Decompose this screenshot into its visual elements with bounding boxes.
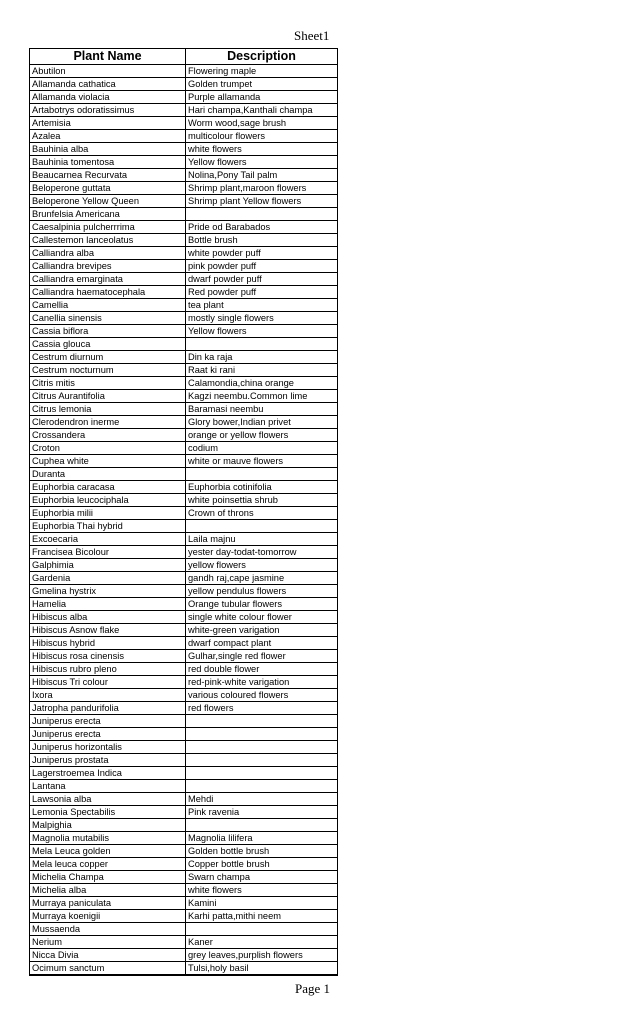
plant-name-cell: Beaucarnea Recurvata [30,169,186,182]
description-cell: white flowers [186,143,338,156]
description-cell: multicolour flowers [186,130,338,143]
table-row [30,754,338,767]
header-plant-name: Plant Name [30,49,186,65]
table-row [30,741,338,754]
description-cell: Pink ravenia [186,806,338,819]
table-row [30,507,338,520]
description-cell: Golden trumpet [186,78,338,91]
plant-name-cell: Hibiscus hybrid [30,637,186,650]
description-cell [186,754,338,767]
table-row [30,806,338,819]
table-row [30,299,338,312]
table-row [30,221,338,234]
table-row [30,598,338,611]
plant-name-cell: Hamelia [30,598,186,611]
plant-name-cell: Magnolia mutabilis [30,832,186,845]
table-row [30,351,338,364]
table-row [30,338,338,351]
plant-name-cell: Clerodendron inerme [30,416,186,429]
table-row [30,208,338,221]
table-row [30,377,338,390]
table-row [30,780,338,793]
table-row [30,689,338,702]
description-cell [186,208,338,221]
plant-name-cell: Juniperus horizontalis [30,741,186,754]
description-cell: gandh raj,cape jasmine [186,572,338,585]
table-row [30,533,338,546]
description-cell: Magnolia lilifera [186,832,338,845]
table-row [30,962,338,976]
description-cell: Karhi patta,mithi neem [186,910,338,923]
description-cell: Gulhar,single red flower [186,650,338,663]
table-row [30,949,338,962]
plant-name-cell: Euphorbia milii [30,507,186,520]
table-row [30,481,338,494]
description-cell: Red powder puff [186,286,338,299]
table-row [30,546,338,559]
table-row [30,182,338,195]
plant-name-cell: Galphimia [30,559,186,572]
description-cell [186,767,338,780]
description-cell: Bottle brush [186,234,338,247]
table-row [30,858,338,871]
plant-name-cell: Beloperone Yellow Queen [30,195,186,208]
description-cell: Purple allamanda [186,91,338,104]
table-row [30,312,338,325]
sheet-title: Sheet1 [294,28,330,43]
description-cell: Orange tubular flowers [186,598,338,611]
plant-name-cell: Nicca Divia [30,949,186,962]
table-row [30,429,338,442]
description-cell: Mehdi [186,793,338,806]
description-cell: codium [186,442,338,455]
plant-name-cell: Duranta [30,468,186,481]
plant-name-cell: Allamanda cathatica [30,78,186,91]
plant-name-cell: Lantana [30,780,186,793]
table-row [30,416,338,429]
description-cell: Worm wood,sage brush [186,117,338,130]
description-cell: Din ka raja [186,351,338,364]
description-cell: Kagzi neembu.Common lime [186,390,338,403]
plant-name-cell: Gmelina hystrix [30,585,186,598]
table-row [30,650,338,663]
description-cell: Yellow flowers [186,156,338,169]
description-cell: Tulsi,holy basil [186,962,338,976]
table-row [30,884,338,897]
plant-name-cell: Euphorbia caracasa [30,481,186,494]
table-row [30,936,338,949]
description-cell [186,338,338,351]
table-row [30,247,338,260]
plant-name-cell: Citrus lemonia [30,403,186,416]
description-cell [186,780,338,793]
table-row [30,143,338,156]
table-row [30,65,338,78]
plant-name-cell: Hibiscus Tri colour [30,676,186,689]
table-row [30,520,338,533]
description-cell: Pride od Barabados [186,221,338,234]
table-row [30,624,338,637]
plant-name-cell: Jatropha pandurifolia [30,702,186,715]
description-cell: yester day-todat-tomorrow [186,546,338,559]
description-cell: white poinsettia shrub [186,494,338,507]
table-row [30,702,338,715]
table-row [30,390,338,403]
table-row [30,455,338,468]
table-row [30,364,338,377]
description-cell: Golden bottle brush [186,845,338,858]
table-row [30,637,338,650]
description-cell: white-green varigation [186,624,338,637]
description-cell: Calamondia,china orange [186,377,338,390]
table-row [30,728,338,741]
description-cell: Yellow flowers [186,325,338,338]
plant-name-cell: Hibiscus rosa cinensis [30,650,186,663]
description-cell [186,741,338,754]
table-header-row [30,49,338,65]
plant-name-cell: Bauhinia alba [30,143,186,156]
header-description: Description [186,49,338,65]
description-cell: white flowers [186,884,338,897]
description-cell: grey leaves,purplish flowers [186,949,338,962]
table-row [30,260,338,273]
description-cell [186,819,338,832]
description-cell: Shrimp plant Yellow flowers [186,195,338,208]
table-row [30,559,338,572]
plant-name-cell: Euphorbia leucociphala [30,494,186,507]
description-cell: Shrimp plant,maroon flowers [186,182,338,195]
plant-name-cell: Allamanda violacia [30,91,186,104]
plant-name-cell: Mela Leuca golden [30,845,186,858]
table-row [30,663,338,676]
description-cell: yellow pendulus flowers [186,585,338,598]
table-row [30,234,338,247]
plant-name-cell: Citrus Aurantifolia [30,390,186,403]
table-row [30,715,338,728]
table-row [30,195,338,208]
plant-name-cell: Bauhinia tomentosa [30,156,186,169]
table-row [30,793,338,806]
plant-name-cell: Michelia Champa [30,871,186,884]
table-row [30,845,338,858]
plant-name-cell: Hibiscus alba [30,611,186,624]
plant-name-cell: Cassia glouca [30,338,186,351]
table-row [30,676,338,689]
description-cell: yellow flowers [186,559,338,572]
plant-name-cell: Artemisia [30,117,186,130]
plant-name-cell: Crossandera [30,429,186,442]
plant-name-cell: Ocimum sanctum [30,962,186,976]
plant-name-cell: Murraya paniculata [30,897,186,910]
table-row [30,117,338,130]
description-cell: pink powder puff [186,260,338,273]
table-row [30,871,338,884]
description-cell: white or mauve flowers [186,455,338,468]
description-cell: dwarf powder puff [186,273,338,286]
plant-name-cell: Calliandra brevipes [30,260,186,273]
description-cell: Kamini [186,897,338,910]
plant-table [29,48,338,976]
plant-name-cell: Lawsonia alba [30,793,186,806]
table-row [30,767,338,780]
description-cell [186,715,338,728]
description-cell: Glory bower,Indian privet [186,416,338,429]
plant-name-cell: Brunfelsia Americana [30,208,186,221]
description-cell: various coloured flowers [186,689,338,702]
description-cell: Copper bottle brush [186,858,338,871]
description-cell [186,520,338,533]
plant-name-cell: Beloperone guttata [30,182,186,195]
table-row [30,104,338,117]
table-row [30,403,338,416]
plant-name-cell: Abutilon [30,65,186,78]
table-row [30,286,338,299]
description-cell: mostly single flowers [186,312,338,325]
description-cell [186,468,338,481]
plant-name-cell: Euphorbia Thai hybrid [30,520,186,533]
description-cell: Swarn champa [186,871,338,884]
plant-name-cell: Cestrum nocturnum [30,364,186,377]
table-row [30,585,338,598]
plant-name-cell: Lemonia Spectabilis [30,806,186,819]
table-row [30,130,338,143]
table-row [30,78,338,91]
table-row [30,91,338,104]
plant-name-cell: Hibiscus rubro pleno [30,663,186,676]
description-cell: red flowers [186,702,338,715]
description-cell: Baramasi neembu [186,403,338,416]
description-cell [186,923,338,936]
plant-name-cell: Juniperus erecta [30,715,186,728]
table-row [30,468,338,481]
page-number: Page 1 [295,981,331,996]
plant-name-cell: Mussaenda [30,923,186,936]
plant-name-cell: Camellia [30,299,186,312]
table-row [30,611,338,624]
table-row [30,572,338,585]
plant-name-cell: Cuphea white [30,455,186,468]
description-cell: white powder puff [186,247,338,260]
plant-name-cell: Francisea Bicolour [30,546,186,559]
description-cell: Hari champa,Kanthali champa [186,104,338,117]
description-cell: Crown of throns [186,507,338,520]
description-cell: Nolina,Pony Tail palm [186,169,338,182]
description-cell: dwarf compact plant [186,637,338,650]
plant-name-cell: Azalea [30,130,186,143]
description-cell: Raat ki rani [186,364,338,377]
description-cell: orange or yellow flowers [186,429,338,442]
plant-name-cell: Murraya koenigii [30,910,186,923]
plant-name-cell: Artabotrys odoratissimus [30,104,186,117]
plant-name-cell: Juniperus erecta [30,728,186,741]
plant-name-cell: Canellia sinensis [30,312,186,325]
plant-name-cell: Excoecaria [30,533,186,546]
description-cell: Euphorbia cotinifolia [186,481,338,494]
description-cell: Laila majnu [186,533,338,546]
table-row [30,832,338,845]
table-row [30,442,338,455]
plant-name-cell: Calliandra emarginata [30,273,186,286]
description-cell: single white colour flower [186,611,338,624]
plant-name-cell: Hibiscus Asnow flake [30,624,186,637]
description-cell: Flowering maple [186,65,338,78]
plant-name-cell: Gardenia [30,572,186,585]
table-row [30,819,338,832]
table-row [30,923,338,936]
plant-name-cell: Calliandra haematocephala [30,286,186,299]
plant-name-cell: Caesalpinia pulcherrrima [30,221,186,234]
plant-name-cell: Callestemon lanceolatus [30,234,186,247]
plant-name-cell: Cestrum diurnum [30,351,186,364]
table-row [30,169,338,182]
table-row [30,325,338,338]
description-cell: tea plant [186,299,338,312]
plant-name-cell: Croton [30,442,186,455]
plant-name-cell: Cassia biflora [30,325,186,338]
table-row [30,273,338,286]
table-row [30,897,338,910]
table-row [30,156,338,169]
plant-name-cell: Mela leuca copper [30,858,186,871]
description-cell: red double flower [186,663,338,676]
plant-name-cell: Nerium [30,936,186,949]
plant-name-cell: Juniperus prostata [30,754,186,767]
plant-name-cell: Citris mitis [30,377,186,390]
plant-name-cell: Calliandra alba [30,247,186,260]
plant-name-cell: Malpighia [30,819,186,832]
description-cell: red-pink-white varigation [186,676,338,689]
table-row [30,910,338,923]
table-row [30,494,338,507]
plant-name-cell: Michelia alba [30,884,186,897]
plant-name-cell: Lagerstroemea Indica [30,767,186,780]
description-cell: Kaner [186,936,338,949]
plant-name-cell: Ixora [30,689,186,702]
description-cell [186,728,338,741]
